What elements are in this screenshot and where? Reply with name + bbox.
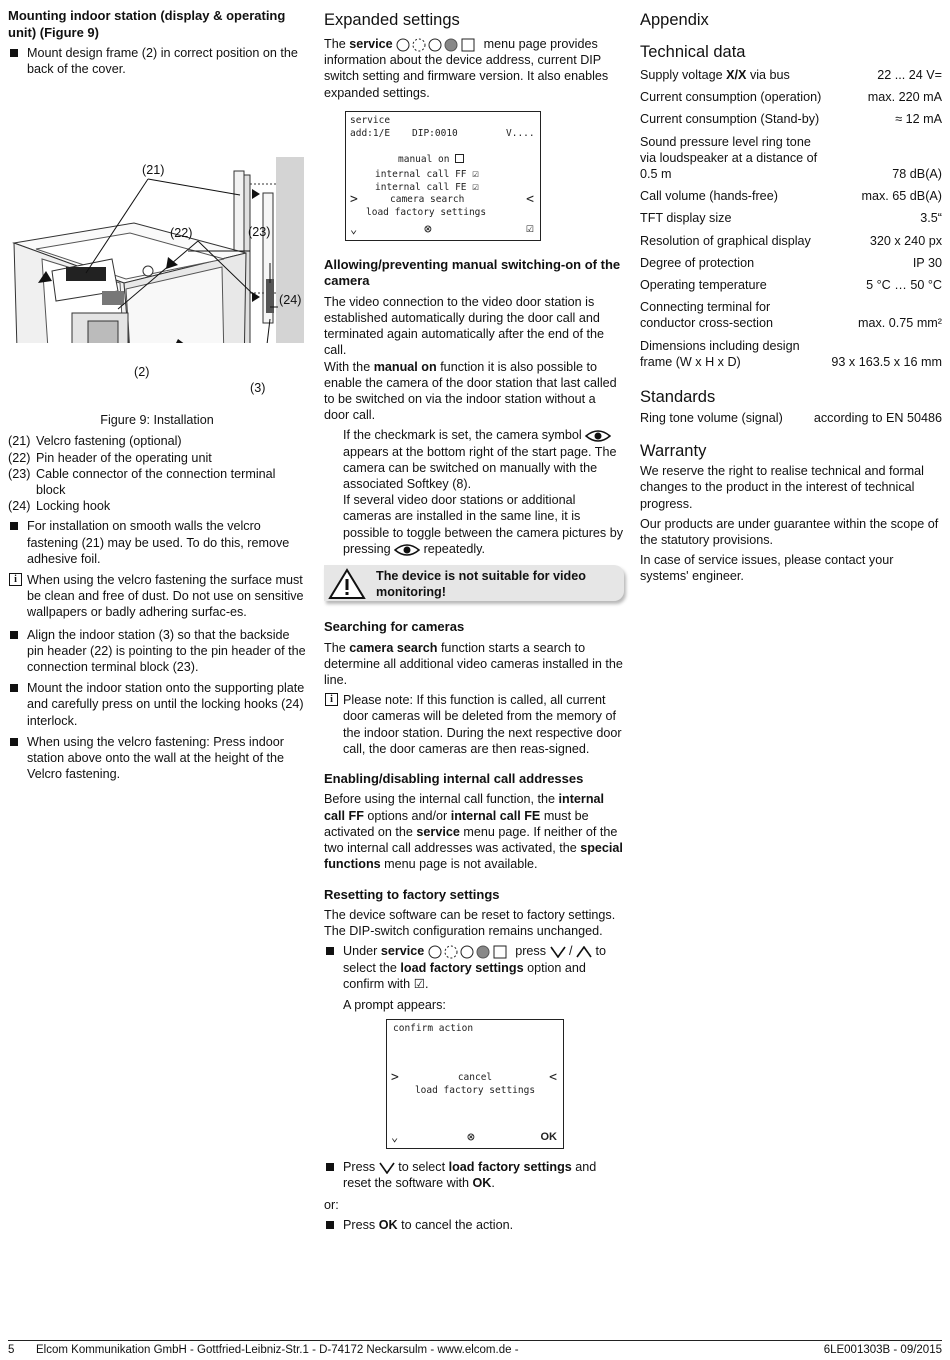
standards-table — [640, 407, 942, 429]
info-note-search: i Please note: If this function is called, all current door cameras will be deleted from the memory of the indoor station. During the next respective door call, the door cameras are then reas-signed. — [324, 692, 624, 757]
callout-2: (2) — [134, 365, 150, 380]
column-appendix — [640, 8, 942, 589]
tech-data-heading: Technical data — [640, 43, 746, 61]
table-row: Sound pressure level ring tone via loudspeaker at a distance of 0.5 m 78 dB(A) — [640, 134, 942, 182]
search-heading: Searching for cameras — [324, 619, 465, 635]
manual-p2: With the manual on function it is also possible to enable the camera of the door station that last called to be switched on via the indoor station without a door call. — [324, 359, 617, 423]
manual-p4: If several video door stations or additional cameras are installed in the same line, it is possible to toggle between the camera pictures by pressing repeatedly. — [343, 493, 624, 556]
ref-item: (24) Locking hook — [8, 499, 111, 514]
table-row: Call volume (hands-free) max. 65 dB(A) — [640, 189, 942, 204]
ok-softkey[interactable]: OK — [540, 1131, 557, 1144]
cancel-bullets — [324, 1217, 624, 1233]
chevron-left-icon: < — [526, 191, 534, 207]
table-row: Ring tone volume (signal) according to EN 50486 — [640, 411, 942, 426]
document-code: 6LE001303B - 09/2015 — [823, 1344, 942, 1356]
velcro-bullets — [8, 518, 306, 567]
checkbox-checked-icon: ☑ — [472, 166, 479, 180]
cancel-x-icon[interactable]: ⊗ — [424, 221, 432, 237]
checkbox-empty-icon — [455, 154, 464, 163]
table-row: Dimensions including design frame (W x H x D) 93 x 163.5 x 16 mm — [640, 338, 942, 369]
reset-heading: Resetting to factory settings — [324, 886, 500, 902]
tech-data-table — [640, 64, 942, 373]
table-row: Current consumption (operation) max. 220 mA — [640, 90, 942, 105]
manual-p1: The video connection to the video door station is established automatically during the door call and terminated again automatically after the end of the call. — [324, 294, 605, 358]
manual-on-option[interactable]: manual on — [398, 154, 464, 165]
call-fe-option[interactable]: internal call FE ☑ — [375, 179, 479, 193]
ref-item: (22) Pin header of the operating unit — [8, 450, 212, 465]
chevron-right-icon: > — [391, 1070, 399, 1086]
bullet-reset: Under service press / to select the load factory settings option and confirm with ☑. — [324, 943, 624, 992]
confirm-screen: confirm action > cancel < load factory settings ⌄ ⊗ OK — [386, 1019, 564, 1149]
press-bullets — [324, 1159, 624, 1191]
wall-shape — [276, 157, 304, 343]
reference-list — [8, 433, 306, 514]
call-ff-option[interactable]: internal call FF ☑ — [375, 166, 479, 180]
load-factory-option[interactable]: load factory settings — [366, 206, 487, 218]
chevron-right-icon: > — [350, 191, 358, 207]
bullet-mount: Mount the indoor station onto the supporting plate and carefully press on until the locking hooks (24) interlock. — [8, 680, 306, 729]
reset-bullets — [324, 943, 624, 992]
confirm-check-icon: ☑ — [413, 976, 425, 991]
table-row: Operating temperature 5 °C … 50 °C — [640, 278, 942, 293]
manual-p3: If the checkmark is set, the camera symbol appears at the bottom right of the start page. The camera can be switched on manually with the associated Softkey (8). — [343, 428, 617, 492]
ref-item: (21) Velcro fastening (optional) — [8, 434, 182, 449]
warranty-p3: In case of service issues, please contact your systems' engineer. — [640, 553, 894, 584]
bullet-align: Align the indoor station (3) so that the backside pin header (22) is pointing to the pin header of the connection terminal block (23). — [8, 627, 306, 676]
column-expanded-settings — [324, 8, 624, 1238]
internal-p: Before using the internal call function, the internal call FF options and/or internal call FE must be activated on the service menu page. If neither of the two internal call addresses was activated, the special functions menu page is not available. — [324, 792, 623, 872]
manual-heading: Allowing/preventing manual switching-on of the camera — [324, 256, 621, 289]
info-note-clean: i When using the velcro fastening the surface must be clean and free of dust. Do not use on sensitive wallpapers or badly adhering surfac-es. — [8, 572, 306, 621]
prompt-appears: A prompt appears: — [343, 998, 446, 1013]
chevron-down-icon[interactable]: ⌄ — [350, 221, 358, 236]
confirm-check-icon[interactable]: ☑ — [526, 220, 534, 236]
info-icon: i — [9, 573, 22, 586]
table-row: Current consumption (Stand-by) ≈ 12 mA — [640, 112, 942, 127]
search-p: The camera search function starts a search to determine all additional video cameras installed in the line. — [324, 640, 623, 687]
service-screen: service add:1/E DIP:0010 V.... manual on internal call FF ☑ internal call FE ☑ > camera search < load factory settings ⌄ ⊗ ☑ — [345, 111, 541, 241]
page-footer — [8, 1340, 942, 1356]
warning-triangle-icon — [328, 568, 366, 600]
mounting-bullets — [8, 45, 306, 77]
table-row: Supply voltage X/X via bus 22 ... 24 V= — [640, 68, 942, 82]
load-factory-option[interactable]: load factory settings — [414, 1085, 536, 1097]
chevron-down-icon — [379, 1162, 395, 1174]
table-row: Resolution of graphical display 320 x 240 px — [640, 233, 942, 248]
warning-text: The device is not suitable for video monitoring! — [376, 569, 586, 600]
company-address: Elcom Kommunikation GmbH - Gottfried-Leibniz-Str.1 - D-74172 Neckarsulm - www.elcom.de - — [36, 1344, 519, 1356]
expanded-settings-heading: Expanded settings — [324, 11, 460, 29]
callout-23: (23) — [248, 225, 271, 240]
bullet-velcro: For installation on smooth walls the velcro fastening (21) may be used. To do this, remove adhesive foil. — [8, 518, 306, 567]
column-mounting — [8, 8, 306, 787]
warranty-heading: Warranty — [640, 442, 707, 461]
warranty-p2: Our products are under guarantee within the scope of the statutory provisions. — [640, 516, 939, 548]
internal-heading: Enabling/disabling internal call addresses — [324, 770, 584, 786]
table-row: Degree of protection IP 30 — [640, 255, 942, 270]
mounting-heading: Mounting indoor station (display & operating unit) (Figure 9) — [8, 8, 286, 40]
appendix-heading: Appendix — [640, 11, 709, 29]
checkbox-checked-icon: ☑ — [472, 179, 479, 193]
bullet-press: When using the velcro fastening: Press indoor station above onto the wall at the height of the Velcro fastening. — [8, 734, 306, 783]
chevron-down-icon[interactable]: ⌄ — [391, 1130, 399, 1145]
menu-position-icon — [396, 38, 480, 52]
callout-24: (24) — [279, 293, 302, 308]
eye-icon — [585, 429, 611, 443]
page-number: 5 — [8, 1344, 15, 1356]
camera-search-option[interactable]: camera search — [390, 193, 465, 205]
chevron-down-icon — [550, 946, 566, 958]
bullet-press-select: Press to select load factory settings and reset the software with OK. — [324, 1159, 624, 1191]
chevron-left-icon: < — [549, 1070, 557, 1086]
bullet-frame: Mount design frame (2) in correct position on the back of the cover. — [8, 45, 306, 77]
warning-box — [324, 565, 624, 601]
table-row: TFT display size 3.5“ — [640, 211, 942, 226]
cancel-option[interactable]: cancel — [457, 1072, 493, 1084]
callout-22: (22) — [170, 226, 193, 241]
figure-caption: Figure 9: Installation — [100, 413, 214, 428]
or-text: or: — [324, 1197, 339, 1212]
menu-position-icon — [428, 945, 512, 959]
installation-figure — [8, 83, 306, 396]
bullet-cancel: Press OK to cancel the action. — [324, 1217, 624, 1233]
installation-drawing — [8, 83, 306, 343]
reset-p: The device software can be reset to factory settings. The DIP-switch configuration remains unchanged. — [324, 908, 616, 939]
table-row: Connecting terminal for conductor cross-section max. 0.75 mm² — [640, 300, 942, 331]
cancel-x-icon[interactable]: ⊗ — [467, 1130, 475, 1146]
install-bullets — [8, 627, 306, 783]
chevron-up-icon — [576, 946, 592, 958]
callout-21: (21) — [142, 163, 165, 178]
warranty-p1: We reserve the right to realise technical and formal changes to the product in the interest of technical progress. — [640, 464, 924, 511]
ref-item: (23) Cable connector of the connection terminal block — [8, 466, 276, 498]
standards-heading: Standards — [640, 388, 716, 407]
callout-3: (3) — [250, 381, 266, 396]
info-icon: i — [325, 693, 338, 706]
expanded-intro: The service menu page provides information about the device address, current DIP switch setting and firmware version. It also enables expanded settings. — [324, 37, 609, 100]
eye-icon — [394, 543, 420, 557]
